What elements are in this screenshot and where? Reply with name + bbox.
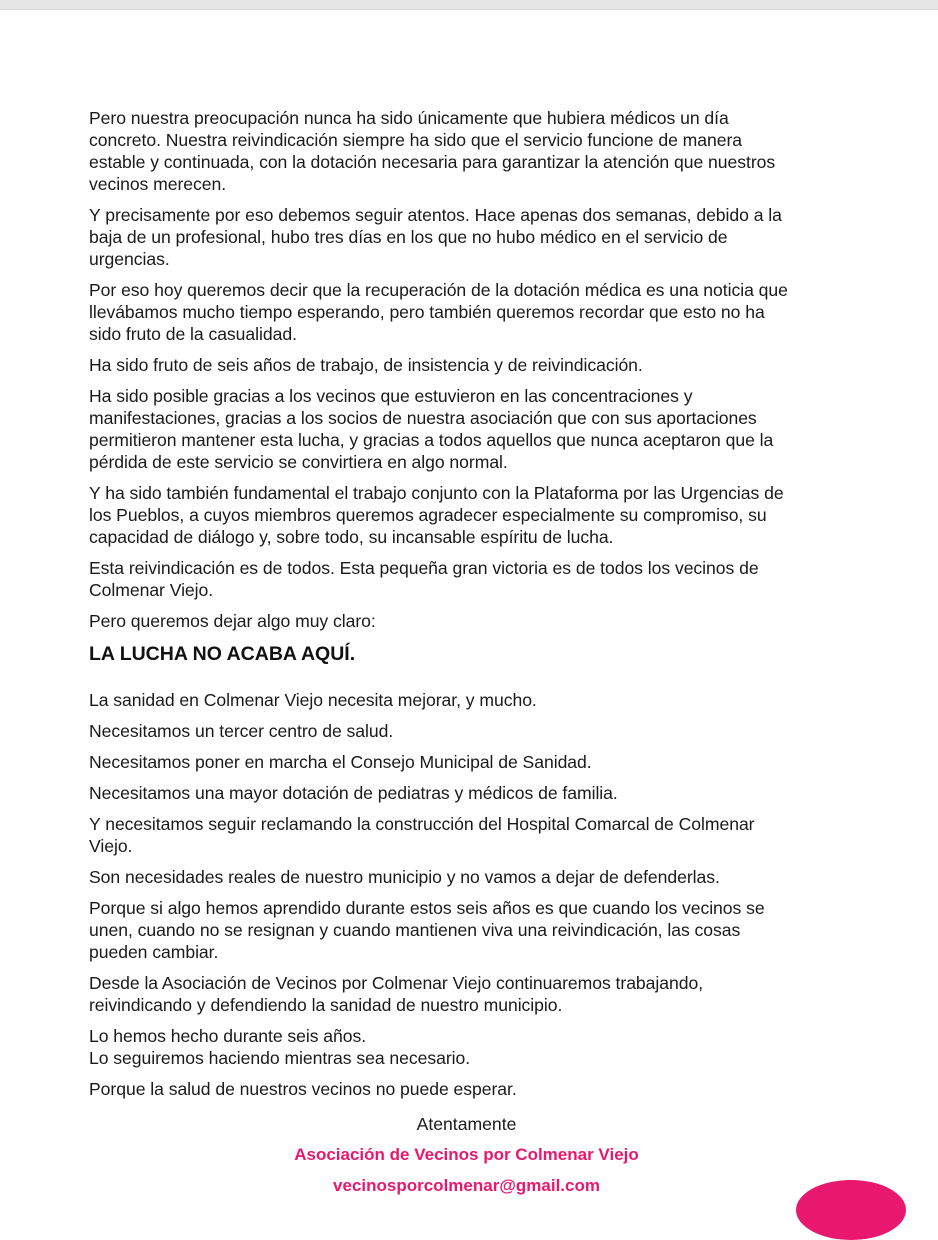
paragraph: Y precisamente por eso debemos seguir atentos. Hace apenas dos semanas, debido a la baja de un profesional, hubo tres días en los que no hubo médico en el servicio de urgencias. [89, 205, 782, 269]
paragraph: Desde la Asociación de Vecinos por Colmenar Viejo continuaremos trabajando, reivindicando y defendiendo la sanidad de nuestro municipio. [89, 973, 704, 1015]
paragraph: Esta reivindicación es de todos. Esta pequeña gran victoria es de todos los vecinos de Colmenar Viejo. [89, 558, 759, 600]
closing-regards: Atentamente [416, 1114, 517, 1134]
headline: LA LUCHA NO ACABA AQUÍ. [89, 643, 356, 665]
organization-name: Asociación de Vecinos por Colmenar Viejo [294, 1145, 639, 1164]
paragraph: Pero nuestra preocupación nunca ha sido únicamente que hubiera médicos un día concreto. Nuestra reivindicación siempre ha sido que el servicio funcione de manera estable y continuada, con la dotación necesaria para garantizar la atención que nuestros vecinos merecen. [89, 108, 776, 194]
paragraph: Porque si algo hemos aprendido durante estos seis años es que cuando los vecinos se unen, cuando no se resignan y cuando mantienen viva una reivindicación, las cosas pueden cambiar. [89, 898, 765, 962]
contact-email[interactable]: vecinosporcolmenar@gmail.com [333, 1176, 600, 1195]
document-page [0, 10, 938, 1200]
paragraph: Y necesitamos seguir reclamando la construcción del Hospital Comarcal de Colmenar Viejo. [89, 814, 755, 856]
paragraph: Por eso hoy queremos decir que la recuperación de la dotación médica es una noticia que llevábamos mucho tiempo esperando, pero también queremos recordar que esto no ha sido fruto de la casualidad. [89, 280, 788, 344]
page-top-edge [0, 0, 938, 10]
paragraph: Porque la salud de nuestros vecinos no puede esperar. [89, 1079, 517, 1099]
paragraph: Son necesidades reales de nuestro municipio y no vamos a dejar de defenderlas. [89, 867, 720, 887]
corner-logo-fragment [796, 1180, 906, 1240]
paragraph: Necesitamos un tercer centro de salud. [89, 721, 394, 741]
paragraph: Y ha sido también fundamental el trabajo conjunto con la Plataforma por las Urgencias de los Pueblos, a cuyos miembros queremos agradecer especialmente su compromiso, su capacidad de diálogo y, sobre todo, su incansable espíritu de lucha. [89, 483, 784, 547]
letter-body [89, 107, 849, 1197]
paragraph: Lo hemos hecho durante seis años. Lo seguiremos haciendo mientras sea necesario. [89, 1026, 471, 1068]
paragraph: Ha sido posible gracias a los vecinos que estuvieron en las concentraciones y manifestaciones, gracias a los socios de nuestra asociación que con sus aportaciones permitieron mantener esta lucha, y gracias a todos aquellos que nunca aceptaron que la pérdida de este servicio se convirtiera en algo normal. [89, 386, 774, 472]
paragraph: Necesitamos una mayor dotación de pediatras y médicos de familia. [89, 783, 618, 803]
paragraph: Pero queremos dejar algo muy claro: [89, 611, 376, 631]
paragraph: La sanidad en Colmenar Viejo necesita mejorar, y mucho. [89, 690, 537, 710]
paragraph: Ha sido fruto de seis años de trabajo, de insistencia y de reivindicación. [89, 355, 643, 375]
paragraph: Necesitamos poner en marcha el Consejo Municipal de Sanidad. [89, 752, 592, 772]
signature-block [89, 1113, 844, 1197]
